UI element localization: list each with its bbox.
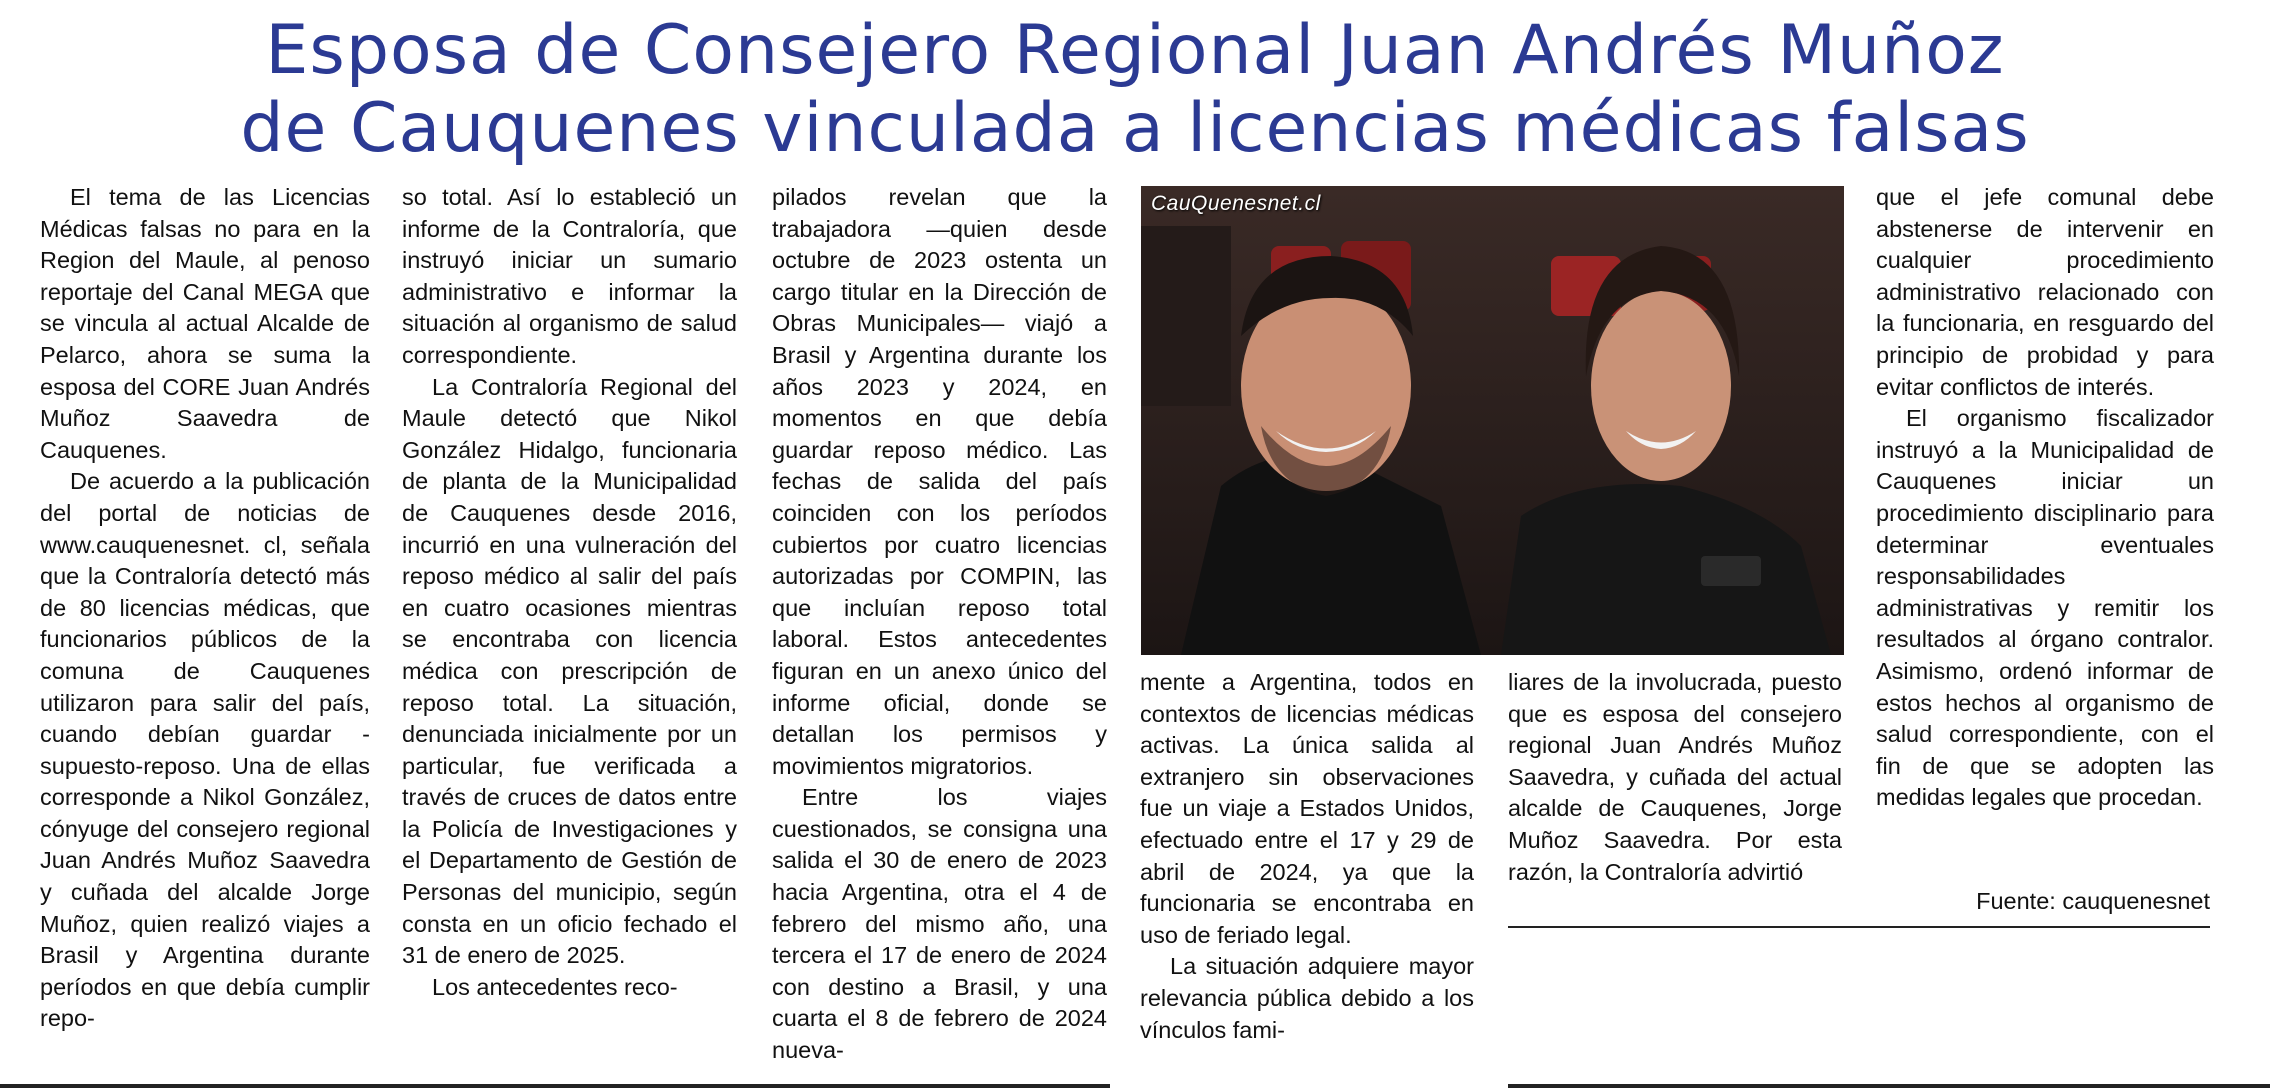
- paragraph: Entre los viajes cuestionados, se consigna una salida el 30 de enero de 2023 hacia Argentina, otra el 4 de febrero del mismo año, una tercera el 17 de enero de 2024 con destino a Brasil, y una cuarta el 8 de febrero de 2024 nueva-: [772, 784, 1107, 1064]
- paragraph: El organismo fiscalizador instruyó a la Municipalidad de Cauquenes iniciar un procedimiento disciplinario para determinar eventuales responsabilidades administrativas y remitir los resultados al órgano contralor. Asimismo, ordenó informar de estos hechos al organismo de salud correspondiente, con el fin de que se adopten las medidas legales que procedan.: [1876, 405, 2214, 811]
- paragraph: La situación adquiere mayor relevancia pública debido a los vínculos fami-: [1140, 953, 1474, 1043]
- paragraph: pilados revelan que la trabajadora —quien desde octubre de 2023 ostenta un cargo titular en la Dirección de Obras Municipales— viajó a Brasil y Argentina durante los años 2023 y 2024, en momentos en que debía guardar reposo médico. Las fechas de salida del país coinciden con los períodos cubiertos por cuatro licencias autorizadas por COMPIN, las que incluían reposo total laboral. Estos antecedentes figuran en un anexo único del informe oficial, donde se detallan los permisos y movimientos migratorios.: [772, 184, 1107, 779]
- photo-watermark: CauQuenesnet.cl: [1151, 192, 1321, 215]
- paragraph: Los antecedentes reco-: [432, 973, 678, 1000]
- paragraph: El tema de las Licencias Médicas falsas no para en la Region del Maule, al penoso reportaje del Canal MEGA que se vincula al actual Alcalde de Pelarco, ahora se suma la esposa del CORE Juan Andrés Muñoz Saavedra de Cauquenes.: [40, 184, 370, 463]
- paragraph: De acuerdo a la publicación del portal de noticias de www.cauquenesnet. cl, señala que la Contraloría detectó más de 80 licencias médicas, que funcionarios públicos de la comuna de Cauquenes utilizaron para salir del país, cuando debían guardar -supuesto-reposo. Una de ellas corresponde a Nikol González, cónyuge del consejero regional Juan Andrés Muñoz Saavedra y cuñada del alcalde Jorge Muñoz, quien realizó viajes a Brasil y Argentina durante períodos en que debía cumplir repo-: [40, 468, 370, 1032]
- paragraph: mente a Argentina, todos en contextos de licencias médicas activas. La única salida al extranjero sin observaciones fue un viaje a Estados Unidos, efectuado entre el 17 y 29 de abril de 2024, ya que la funcionaria se encontraba en uso de feriado legal.: [1140, 669, 1474, 948]
- headline-line-2: de Cauquenes vinculada a licencias médicas falsas: [240, 89, 2030, 168]
- paragraph: liares de la involucrada, puesto que es esposa del consejero regional Juan Andrés Muñoz Saavedra, y cuñada del actual alcalde de Cauquenes, Jorge Muñoz Saavedra. Por esta razón, la Contraloría advirtió: [1508, 669, 1842, 885]
- headline-line-1: Esposa de Consejero Regional Juan Andrés Muñoz: [265, 11, 2005, 90]
- photo-illustration: [1141, 186, 1844, 655]
- headline: [0, 12, 2270, 168]
- paragraph: so total. Así lo estableció un informe de la Contraloría, que instruyó iniciar un sumario administrativo e informar la situación al organismo de salud correspondiente.: [402, 184, 737, 368]
- column-3: [772, 182, 1107, 1067]
- article-photo: [1141, 186, 1844, 655]
- column-2: [402, 182, 737, 1003]
- column-5: [1508, 667, 1842, 888]
- bottom-divider: [0, 1084, 1110, 1088]
- divider: [1508, 926, 2210, 928]
- paragraph: La Contraloría Regional del Maule detectó que Nikol González Hidalgo, funcionaria de planta de la Municipalidad de Cauquenes desde 2016, incurrió en una vulneración del reposo médico al salir del país en cuatro ocasiones mientras se encontraba con licencia médica con prescripción de reposo total. La situación, denunciada inicialmente por un particular, fue verificada a través de cruces de datos entre la Policía de Investigaciones y el Departamento de Gestión de Personas del municipio, según consta en un oficio fechado el 31 de enero de 2025.: [402, 373, 737, 969]
- column-1: [40, 182, 370, 1035]
- bottom-divider: [1508, 1084, 2270, 1088]
- source-credit: Fuente: cauquenesnet: [1976, 888, 2210, 914]
- column-4: [1140, 667, 1474, 1046]
- column-6: [1876, 182, 2214, 814]
- paragraph: que el jefe comunal debe abstenerse de intervenir en cualquier procedimiento administrativo relacionado con la funcionaria, en resguardo del principio de probidad y para evitar conflictos de interés.: [1876, 184, 2214, 400]
